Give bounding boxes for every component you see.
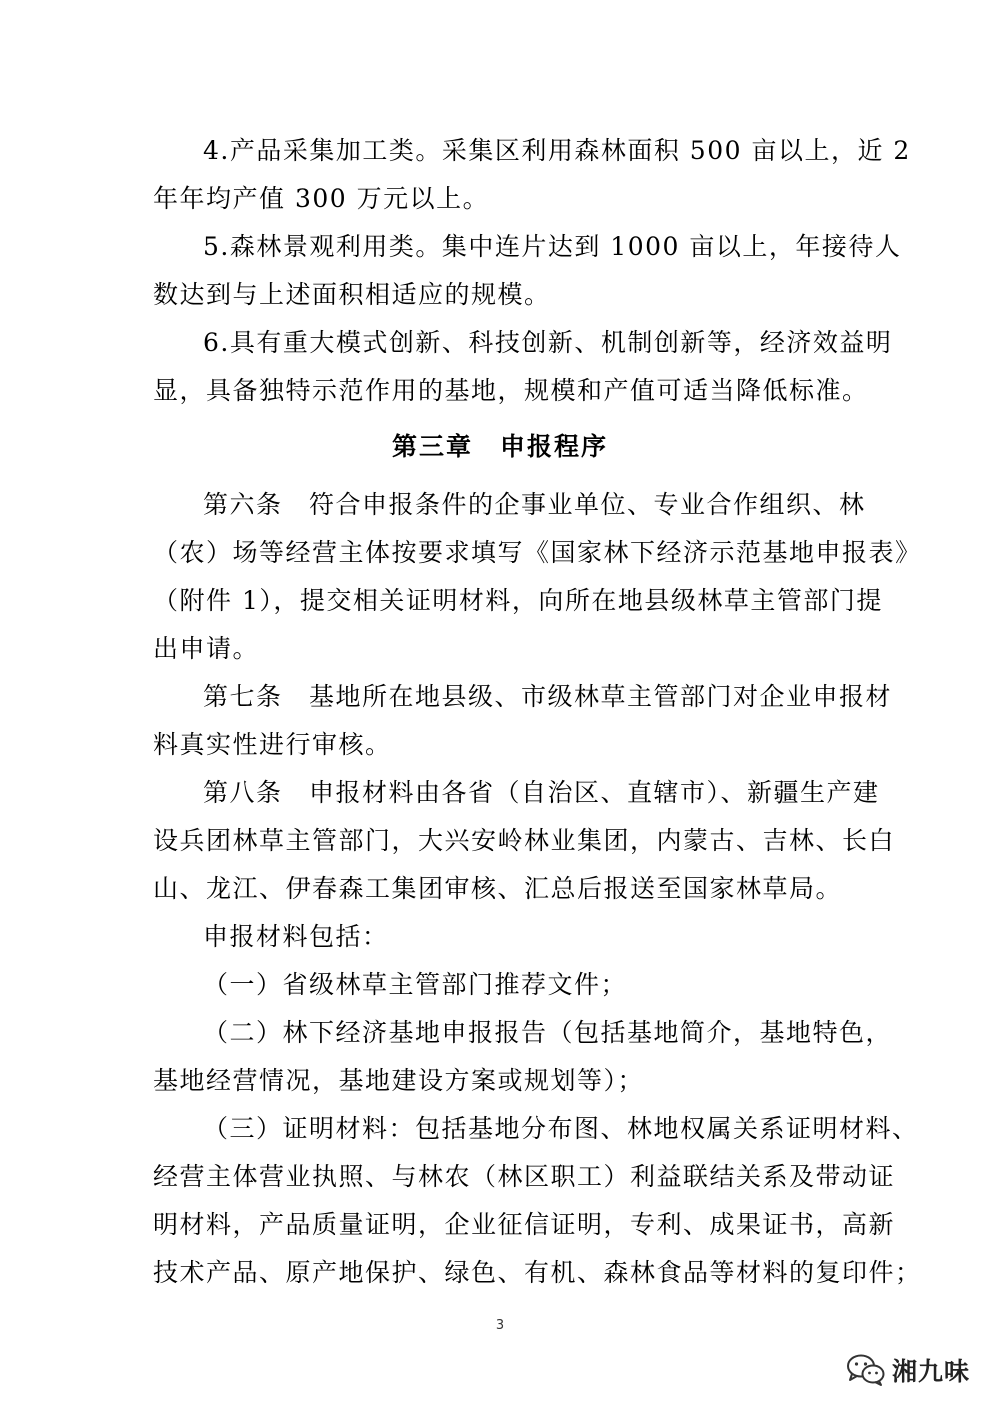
page-number: 3 <box>495 1318 505 1333</box>
paragraph-line: 申报材料包括： <box>203 922 389 951</box>
watermark-text: 湘九味 <box>892 1357 971 1386</box>
paragraph-line: 基地经营情况，基地建设方案或规划等）； <box>153 1066 645 1095</box>
paragraph-line: 出申请。 <box>153 634 260 663</box>
paragraph-line: 6.具有重大模式创新、科技创新、机制创新等，经济效益明 <box>203 328 893 357</box>
paragraph-line: 技术产品、原产地保护、绿色、有机、森林食品等材料的复印件； <box>153 1258 922 1287</box>
paragraph-line: 数达到与上述面积相适应的规模。 <box>153 280 551 309</box>
paragraph-line: 第八条 申报材料由各省（自治区、直辖市）、新疆生产建 <box>203 778 880 807</box>
paragraph-line: 明材料，产品质量证明，企业征信证明，专利、成果证书，高新 <box>153 1210 896 1239</box>
paragraph-line: 显，具备独特示范作用的基地，规模和产值可适当降低标准。 <box>153 376 869 405</box>
paragraph-line: 经营主体营业执照、与林农（林区职工）利益联结关系及带动证 <box>153 1162 896 1191</box>
paragraph-line: 设兵团林草主管部门，大兴安岭林业集团，内蒙古、吉林、长白 <box>153 826 896 855</box>
chapter-heading: 第三章 申报程序 <box>391 432 608 461</box>
list-item: （二）林下经济基地申报报告（包括基地简介，基地特色， <box>203 1018 893 1047</box>
paragraph-line: 年年均产值 300 万元以上。 <box>153 184 490 213</box>
paragraph-line: （附件 1），提交相关证明材料，向所在地县级林草主管部门提 <box>153 586 883 615</box>
paragraph-line: 5.森林景观利用类。集中连片达到 1000 亩以上，年接待人 <box>203 232 902 261</box>
paragraph-line: （农）场等经营主体按要求填写《国家林下经济示范基地申报表》 <box>153 538 922 567</box>
paragraph-line: 料真实性进行审核。 <box>153 730 392 759</box>
paragraph-line: 第六条 符合申报条件的企事业单位、专业合作组织、林 <box>203 490 866 519</box>
list-item: （一）省级林草主管部门推荐文件； <box>203 970 628 999</box>
list-item: （三）证明材料：包括基地分布图、林地权属关系证明材料、 <box>203 1114 919 1143</box>
paragraph-line: 4.产品采集加工类。采集区利用森林面积 500 亩以上，近 2 <box>203 136 911 165</box>
paragraph-line: 第七条 基地所在地县级、市级林草主管部门对企业申报材 <box>203 682 893 711</box>
watermark <box>846 1352 970 1388</box>
wechat-icon <box>846 1353 886 1387</box>
paragraph-line: 山、龙江、伊春森工集团审核、汇总后报送至国家林草局。 <box>153 874 843 903</box>
